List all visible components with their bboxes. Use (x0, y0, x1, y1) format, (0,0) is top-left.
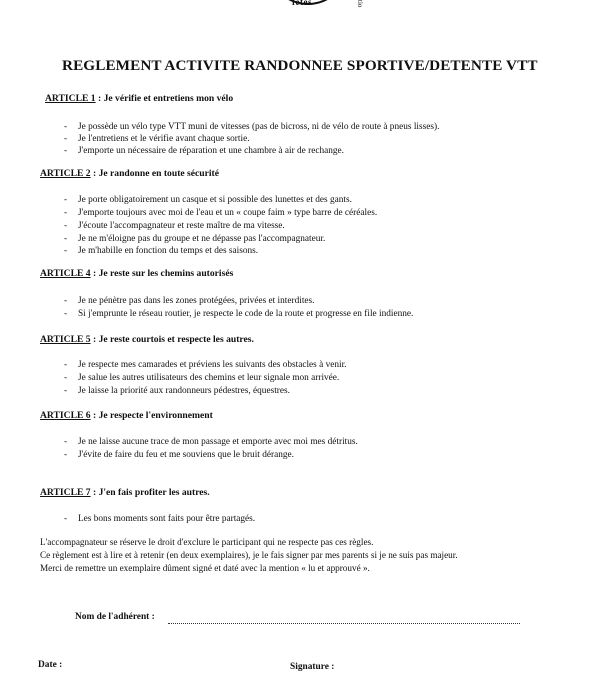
article-6-title: : Je respecte l'environnement (90, 410, 213, 421)
article-1-item-2: - Je l'entretiens et le vérifie avant chaque sortie. (64, 134, 250, 144)
member-name-line[interactable] (168, 622, 520, 624)
article-7-item-1: - Les bons moments sont faits pour être partagés. (64, 514, 256, 524)
member-name-label: Nom de l'adhérent : (75, 612, 155, 622)
article-1-item-1: - Je possède un vélo type VTT muni de vitesses (pas de bicross, ni de vélo de route à pneus lisses). (64, 122, 440, 132)
article-7-title: : J'en fais profiter les autres. (90, 487, 210, 498)
article-2-item-1: - Je porte obligatoirement un casque et si possible des lunettes et des gants. (64, 195, 352, 205)
bullet-dash: - (64, 514, 68, 524)
article-4-number: ARTICLE 4 (40, 268, 91, 279)
article-1-item-3: - J'emporte un nécessaire de réparation et une chambre à air de rechange. (64, 146, 344, 156)
footer-line-3: Merci de remettre un exemplaire dûment signé et daté avec la mention « lu et approuvé ». (40, 563, 370, 573)
bullet-dash: - (64, 437, 68, 447)
article-6-item-2: - J'évite de faire du feu et me souviens que le bruit dérange. (64, 450, 294, 460)
signature-label: Signature : (290, 662, 335, 672)
article-6-number: ARTICLE 6 (40, 410, 91, 421)
article-2-heading (40, 168, 219, 179)
article-4-item-2: - Si j'emprunte le réseau routier, je respecte le code de la route et progresse en file indienne. (64, 309, 414, 319)
article-2-number: ARTICLE 2 (40, 168, 91, 179)
article-2-item-5: - Je m'habille en fonction du temps et des saisons. (64, 246, 259, 256)
bullet-dash: - (64, 234, 68, 244)
article-5-item-2: - Je salue les autres utilisateurs des chemins et leur signale mon arrivée. (64, 373, 340, 383)
bullet-dash: - (64, 221, 68, 231)
bullet-dash: - (64, 386, 68, 396)
article-5-item-1: - Je respecte mes camarades et préviens les suivants des obstacles à venir. (64, 360, 347, 370)
article-5-item-3: - Je laisse la priorité aux randonneurs pédestres, équestres. (64, 386, 290, 396)
article-2-item-3: - J'écoute l'accompagnateur et reste maître de ma vitesse. (64, 221, 285, 231)
document-title: REGLEMENT ACTIVITE RANDONNEE SPORTIVE/DETENTE VTT (62, 57, 538, 74)
article-6-item-1: - Je ne laisse aucune trace de mon passage et emporte avec moi mes détritus. (64, 437, 358, 447)
bullet-dash: - (64, 373, 68, 383)
article-5-number: ARTICLE 5 (40, 334, 91, 345)
bullet-dash: - (64, 122, 68, 132)
logo-text: fêtes (292, 0, 312, 7)
article-7-heading (40, 487, 210, 498)
article-7-number: ARTICLE 7 (40, 487, 91, 498)
article-1-title: : Je vérifie et entretiens mon vélo (95, 93, 234, 104)
date-label: Date : (38, 660, 63, 670)
bullet-dash: - (64, 360, 68, 370)
bullet-dash: - (64, 309, 68, 319)
bullet-dash: - (64, 208, 68, 218)
article-1-number: ARTICLE 1 (45, 93, 96, 104)
article-5-heading (40, 334, 254, 345)
article-4-item-1: - Je ne pénètre pas dans les zones protégées, privées et interdites. (64, 296, 315, 306)
article-2-title: : Je randonne en toute sécurité (90, 168, 220, 179)
article-4-heading (40, 268, 233, 279)
article-2-item-2: - J'emporte toujours avec moi de l'eau et un « coupe faim » type barre de céréales. (64, 208, 378, 218)
bullet-dash: - (64, 134, 68, 144)
footer-line-1: L'accompagnateur se réserve le droit d'exclure le participant qui ne respecte pas ces règles. (40, 537, 374, 547)
bullet-dash: - (64, 296, 68, 306)
article-5-title: : Je reste courtois et respecte les autres. (90, 334, 254, 345)
logo-side-text: tio (356, 0, 364, 8)
footer-line-2: Ce règlement est à lire et à retenir (en deux exemplaires), je le fais signer par mes parents si je ne suis pas majeur. (40, 550, 458, 560)
article-2-item-4: - Je ne m'éloigne pas du groupe et ne dépasse pas l'accompagnateur. (64, 234, 326, 244)
bullet-dash: - (64, 246, 68, 256)
article-6-heading (40, 410, 213, 421)
article-4-title: : Je reste sur les chemins autorisés (90, 268, 234, 279)
bullet-dash: - (64, 195, 68, 205)
article-1-heading (45, 93, 233, 104)
bullet-dash: - (64, 450, 68, 460)
bullet-dash: - (64, 146, 68, 156)
